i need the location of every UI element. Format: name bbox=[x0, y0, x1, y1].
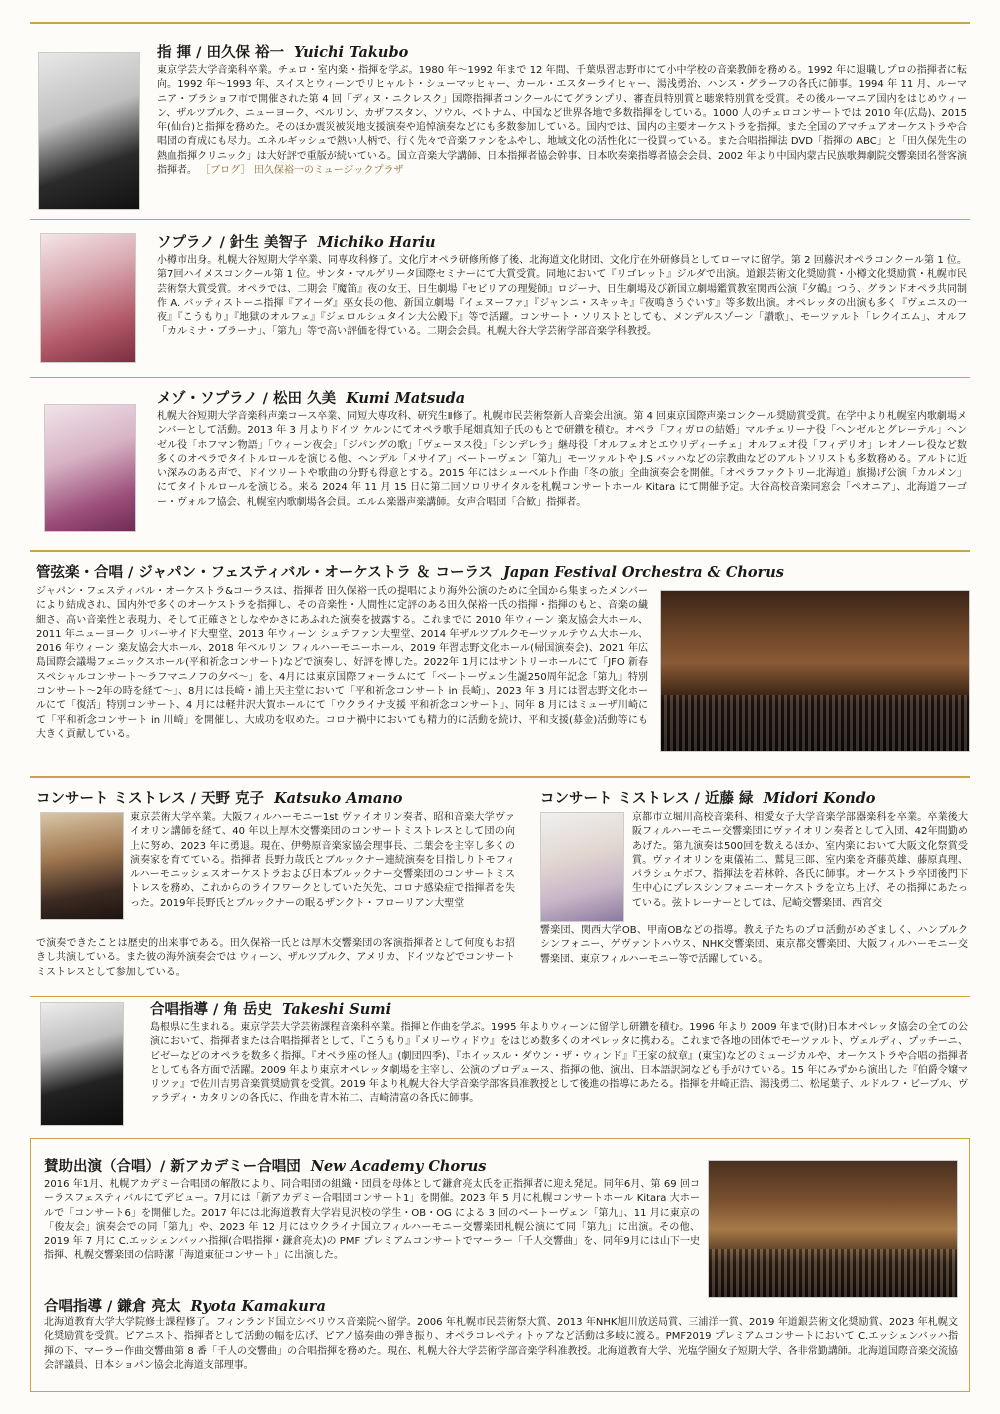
name-en-kamakura: Ryota Kamakura bbox=[190, 1298, 326, 1315]
divider-5 bbox=[30, 996, 970, 997]
name-en-kondo: Midori Kondo bbox=[763, 790, 876, 807]
name-en-sumi: Takeshi Sumi bbox=[281, 1001, 392, 1018]
portrait-takubo bbox=[38, 52, 140, 210]
bio-takubo bbox=[157, 64, 967, 178]
role-takubo: 指 揮 / 田久保 裕一 bbox=[157, 45, 284, 61]
portrait-amano bbox=[40, 812, 124, 920]
heading-hariu bbox=[157, 231, 436, 252]
bio-academy: 2016 年1月、札幌アカデミー合唱団の解散により、同合唱団の組織・団員を母体として鎌倉亮太氏を正指揮者に迎え発足。同年6月、第 69 回コーラスフェスティバルにてデビュー。7月には「新アカデミー合唱団コンサート1」を開催。2023 年 5 月に札幌コンサートホール Kitara 大ホールで「コンサート6」を開催した。2017 年には北海道教育大学岩見沢校の学生・OB・OG による 3 回のベートーヴェン「第九」、11 月に東京の「俊友会」演奏会での同「第九」や、2023 年 12 月にはウクライナ国立フィルハーモニー交響楽団札幌公演にて同「第九」に出演。その他、2019 年 7 月に C.エッシェンバッハ指揮(合唱指揮・鎌倉亮太)の PMF プレミアムコンサートでマーラー「千人交響曲」を、同年9月には山下一史指揮、札幌交響楽団の信時潔「海道東征コンサート」に出演した。 bbox=[44, 1179, 700, 1262]
role-academy: 賛助出演（合唱）/ 新アカデミー合唱団 bbox=[44, 1159, 301, 1175]
role-matsuda: メゾ・ソプラノ / 松田 久美 bbox=[157, 391, 337, 407]
heading-takubo bbox=[157, 41, 408, 62]
name-en-amano: Katsuko Amano bbox=[274, 790, 403, 807]
name-en-matsuda: Kumi Matsuda bbox=[346, 390, 466, 407]
bio-amano-top: 東京芸術大学卒業。大阪フィルハーモニー1st ヴァイオリン奏者、昭和音楽大学ヴァイオリン講師を経て、40 年以上厚木交響楽団のコンサートミストレスとして団の向上に努め、2023 年に勇退。現在、伊勢原音楽家協会理事長、二葉会を主宰し多くの演奏家を育てている。指揮者 長野力哉氏とブルックナー連続演奏を目指しりトモフィルハーモニッシェスオーケストラおよび日本ブルックナー交響楽団のコンサートミストレスを務め、これからのライフワークとしていた矢先、コロナ感染症で指揮者を失った。2019年長野氏とブルックナーの眠るザンクト・フローリアン大聖堂 bbox=[130, 812, 515, 909]
divider-4 bbox=[30, 776, 970, 778]
photo-orchestra bbox=[660, 590, 970, 752]
role-kondo: コンサート ミストレス / 近藤 緑 bbox=[540, 791, 754, 807]
portrait-sumi bbox=[40, 1002, 124, 1126]
bio-kondo-top: 京都市立堀川高校音楽科、相愛女子大学音楽学部器楽科を卒業。卒業後大阪フィルハーモニー交響楽団にヴァイオリン奏者として入団、42年間勤めあげた。第九演奏は500回を数えるほか、室内楽において大阪文化祭賞受賞。ヴァイオリンを東儀祐二、鷲見三郎、室内楽を斉藤英雄、藤原真理、パラシュケボフ、指揮法を若林幹、各氏に師事。オーケストラ卒団後門下生中心にプレスシンフォニーオーケストラを立ち上げ、その指揮にあたっている。弦トレーナーとしては、尼崎交響楽団、西宮交 bbox=[632, 812, 968, 909]
blog-link-takubo[interactable]: ［ブログ］ 田久保裕一のミュージックプラザ bbox=[200, 165, 404, 177]
bio-amano-bottom: で演奏できたことは歴史的出来事である。田久保裕一氏とは厚木交響楽団の客演指揮者として何度もお招きし共演している。また彼の海外演奏会では ウィーン、ザルツブルク、アメリカ、ドイツなどでコンサートミストレスとして参加している。 bbox=[36, 938, 515, 978]
bio-sumi: 島根県に生まれる。東京学芸大学芸術課程音楽科卒業。指揮と作曲を学ぶ。1995 年よりウィーンに留学し研鑽を積む。1996 年より 2009 年まで(財)日本オペレッタ協会の全ての公演において、指揮者または合唱指揮者として、『こうもり』『メリーウィドウ』をはじめ数多くのオペレッタに携わる。これまで各地の団体でモーツァルト、ヴェルディ、プッチーニ、ビゼーなどのオペラを数多く指揮。『オペラ座の怪人』(劇団四季)、『ホイッスル・ダウン・ザ・ウィンド』『王家の紋章』(東宝)などのミュージカルや、オーケストラや合唱の指揮者としても各方面で活躍。2009 年より東京オペレッタ劇場を主宰し、公演のプロデュース、指揮の他、演出、日本語訳詞なども手がけている。15 年にみずから演出した『伯爵令嬢マリツァ』で佐川吉男音楽賞奨励賞を受賞。2019 年より札幌大谷大学音楽学部客員准教授として後進の指導にあたる。指揮を井崎正浩、湯浅勇二、松尾葉子、ルドルフ・ビーブル、ヴァラディ・カタリンの各氏に、作曲を青木祐二、吉崎清富の各氏に師事。 bbox=[150, 1022, 968, 1105]
heading-kamakura bbox=[44, 1295, 326, 1316]
name-en-takubo: Yuichi Takubo bbox=[294, 44, 409, 61]
divider-1 bbox=[30, 219, 970, 220]
bio-matsuda: 札幌大谷短期大学音楽科声楽コース卒業、同短大専攻科、研究生Ⅱ修了。札幌市民芸術祭新人音楽会出演。第 4 回東京国際声楽コンクール奨励賞受賞。在学中より札幌室内歌劇場メンバーとして活動。2013 年 3 月よりドイツ ケルンにてオペラ歌手尾畑真知子氏のもとで研鑽を積む。オペラ「フィガロの結婚」マルチェリーナ役「ヘンゼルとグレーテル」ヘンゼル役「ホフマン物語」「ウィーン夜会」「ジパングの歌」「ヴェーヌス役」「シンデレラ」継母役「オルフェオとエウリディーチェ」オルフェオ役「フィデリオ」レオノーレ役など数多くのオペラでタイトルロールを演じる他、ヘンデル「メサイア」ベートーヴェン「第九」モーツァルトや J.S バッハなどの宗教曲などのアルトソリストも多数務める。アルトに近い深みのある声で、ドイツリートや歌曲の分野も得意とする。2015 年にはシューベルト作曲「冬の旅」全曲演奏会を開催。「オペラファクトリー北海道」旗揚げ公演「カルメン」にてタイトルロールを演じる。来る 2024 年 11 月 15 日に第二回ソロリサイタルを札幌コンサートホール Kitara にて開催予定。大谷高校音楽同窓会「ペオニア」、北海道フーゴー・ヴォルフ協会、札幌室内歌劇場各会員。エルム楽器声楽講師。女声合唱団「合歓」指揮者。 bbox=[157, 411, 967, 508]
heading-orchestra bbox=[36, 561, 784, 582]
photo-academy-chorus bbox=[708, 1160, 958, 1298]
role-hariu: ソプラノ / 針生 美智子 bbox=[157, 235, 308, 251]
bio-kondo-bottom: 響楽団、関西大学OB、甲南OBなどの指導。教え子たちのプロ活動がめざましく、ハンブルクシンフォニー、ゲヴァントハウス、NHK交響楽団、東京都交響楽団、大阪フィルハーモニー交響楽団、東京フィルハーモニー等で活躍している。 bbox=[540, 925, 968, 965]
portrait-kondo bbox=[540, 812, 624, 922]
name-en-academy: New Academy Chorus bbox=[310, 1158, 487, 1175]
bio-hariu: 小樽市出身。札幌大谷短期大学卒業、同専攻科修了。文化庁オペラ研修所修了後、北海道文化財団、文化庁在外研修員としてローマに留学。第 2 回藤沢オペラコンクール第 1 位。第7回ハイメスコンクール第 1 位。サンタ・マルゲリータ国際セミナーにて大賞受賞。同地において『リゴレット』ジルダで出演。道銀芸術文化奨励賞・小樽文化奨励賞・札幌市民芸術祭大賞受賞。オペラでは、二期会『魔笛』夜の女王、日生劇場『セビリアの理髪師』ロジーナ、日生劇場及び新国立劇場鑑賞教室関西公演『夕鶴』つう、グランドオペラ共同制作 A. バッティストーニ指揮『アイーダ』巫女長の他、新国立劇場『イェヌーファ』『ジャンニ・スキッキ』『夜鳴きうぐいす』等多数出演。オペレッタの出演も多く『ヴェニスの一夜』『こうもり』『地獄のオルフェ』『ジェロルシュタイン大公殿下』等で活躍。コンサート・ソリストとしても、メンデルスゾーン「讃歌」、モーツァルト「レクイエム」、オルフ「カルミナ・ブラーナ」、「第九」等で高い評価を得ている。二期会会員。札幌大谷大学芸術学部音楽学科教授。 bbox=[157, 255, 967, 338]
divider-2 bbox=[30, 377, 970, 378]
role-amano: コンサート ミストレス / 天野 克子 bbox=[36, 791, 265, 807]
role-orchestra: 管弦楽・合唱 / ジャパン・フェスティバル・オーケストラ ＆ コーラス bbox=[36, 565, 494, 581]
bio-orchestra: ジャパン・フェスティバル・オーケストラ&コーラスは、指揮者 田久保裕一氏の提唱により海外公演のために全国から集まったメンバーにより結成され、国内外で多くのオーケストラを指揮し、その音楽性・人間性に定評のある田久保裕一氏の指揮・指揮のもと、音楽の繊細さ、高い音楽性と表現力、そして正確さとしなやかさにあふれた演奏を披露する。これまでに 2010 年ウィーン 楽友協会大ホール、2011 年ニューヨーク リバーサイド大聖堂、2013 年ウィーン シュテファン大聖堂、2014 年ザルツブルクモーツァルテウム大ホール、2016 年ウィーン 楽友協会大ホール、2018 年ベルリン フィルハーモニーホール、2019 年習志野文化ホール(帰国演奏会)、2021 年広島国際会議場フェニックスホール(平和祈念コンサート)などで演奏し、好評を博した。2022年 1月にはサントリーホールにて「JFO 新春スペシャルコンサート～ラフマニノフの夕べ～」を、4月には東京国際フォーラムにて「ベートーヴェン生誕250周年記念「第九」特別コンサート～2年の時を経て～」、8月には長崎・浦上天主堂において「平和祈念コンサート in 長崎」、2023 年 3 月には習志野文化ホールにて「復活」特別コンサート、4 月には軽井沢大賀ホールにて「ウクライナ支援 平和祈念コンサート」、同年 8 月にはミューザ川崎にて「平和祈念コンサート in 川崎」を開催し、大成功を収めた。コロナ禍中においても精力的に活動を続け、平和支援(募金)活動等にも大きく貢献している。 bbox=[36, 586, 648, 740]
portrait-hariu bbox=[40, 233, 136, 363]
heading-sumi bbox=[150, 998, 391, 1019]
name-en-hariu: Michiko Hariu bbox=[317, 234, 436, 251]
name-en-orchestra: Japan Festival Orchestra & Chorus bbox=[503, 564, 784, 581]
divider-3 bbox=[30, 550, 970, 552]
portrait-matsuda bbox=[44, 404, 136, 532]
top-divider bbox=[30, 22, 970, 24]
heading-amano bbox=[36, 787, 402, 808]
role-kamakura: 合唱指導 / 鎌倉 亮太 bbox=[44, 1299, 181, 1315]
heading-academy bbox=[44, 1155, 486, 1176]
heading-matsuda bbox=[157, 387, 465, 408]
bio-kamakura: 北海道教育大学大学院修士課程修了。フィンランド国立シベリウス音楽院へ留学。2006 年札幌市民芸術祭大賞、2013 年NHK旭川放送局賞、三浦洋一賞、2019 年道銀芸術文化奨励賞、2023 年札幌文化奨励賞を受賞。ピアニスト、指揮者として活動の幅を広げ、ピアノ協奏曲の弾き振り、オペラコレペティトゥアなど活動は多岐に渡る。PMF2019 プレミアムコンサートにおいて C.エッシェンバッハ指揮の下、マーラー作曲交響曲第 8 番「千人の交響曲」の合唱指揮を務めた。現在、札幌大谷大学芸術学部音楽学科准教授。北海道教育大学、光塩学園女子短期大学、各非常勤講師。北海道国際音楽交流協会評議員、日本ショパン協会北海道支部理事。 bbox=[44, 1317, 958, 1371]
role-sumi: 合唱指導 / 角 岳史 bbox=[150, 1002, 272, 1018]
bio-text-takubo: 東京学芸大学音楽科卒業。チェロ・室内楽・指揮を学ぶ。1980 年～1992 年まで 12 年間、千葉県習志野市にて小中学校の音楽教師を務める。1992 年に退職しプロの指揮者に転向。1992 年～1993 年、スイスとウィーンでリヒャルト・シューマッヒャー、カール・エスターライヒャー、湯浅勇治、ハンス・グラーフの各氏に師事。1994 年 11 月、ルーマニア・ブラショフ市で開催された第 4 回「ディヌ・ニクレスク」国際指揮者コンクールにてグランプリ、審査員特別賞と聴衆特別賞を受賞。その後ルーマニア国内をはじめウィーン、ザルツブルク、ニューヨーク、ベルリン、カザフスタン、ソウル、ベトナム、中国など世界各地で多数指揮をしている。1000 人のチェロコンサートでは 2010 年(広島)、2015 年(仙台)と指揮を務めた。そのほか震災被災地支援演奏や追悼演奏などにも多数参加している。国内では、国内の主要オーケストラを指揮。また全国のアマチュアオーケストラや合唱団の育成にも尽力。エネルギッシュで熱い人柄で、行く先々で音楽ファンをふやし、地域文化の活性化に一役買っている。また合唱指揮法 DVD「指揮の ABC」と「田久保先生の熱血指揮クリニック」は大好評で重版が続いている。国立音楽大学講師、日本指揮者協会幹事、日本吹奏楽指導者協会会員、2002 年より中国内蒙古民族歌舞劇院交響楽団名誉客演指揮者。 bbox=[157, 65, 967, 177]
heading-kondo bbox=[540, 787, 875, 808]
